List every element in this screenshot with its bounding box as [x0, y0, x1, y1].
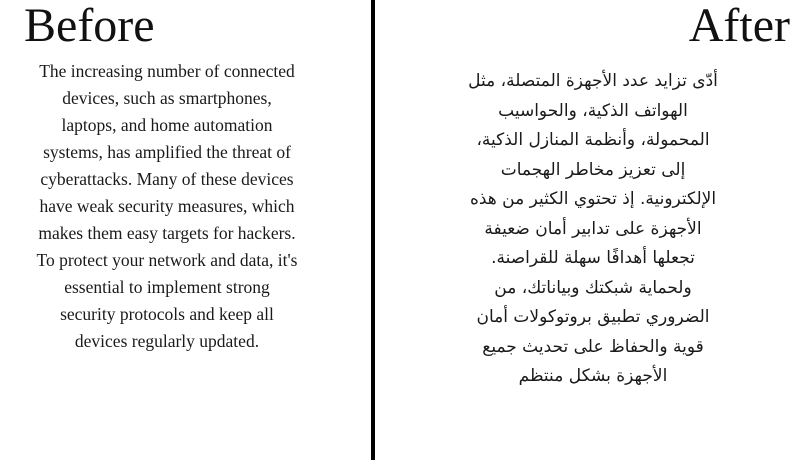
column-divider: [371, 0, 375, 460]
before-heading: Before: [24, 0, 155, 52]
arabic-paragraph: أدّى تزايد عدد الأجهزة المتصلة، مثل الهواتف الذكية، والحواسيب المحمولة، وأنظمة المنازل الذكية، إلى تعزيز مخاطر الهجمات الإلكترونية. إذ تحتوي الكثير من هذه الأجهزة على تدابير أمان ضعيفة تجعلها أهدافًا سهلة للقراصنة. ولحماية شبكتك وبياناتك، من الضروري تطبيق بروتوكولات أمان قوية والحفاظ على تحديث جميع الأجهزة بشكل منتظم: [468, 71, 718, 386]
after-heading: After: [688, 0, 790, 52]
english-paragraph: The increasing number of connected devices, such as smartphones, laptops, and home automation systems, has amplified the threat of cyberattacks. Many of these devices have weak security measures, which makes them easy targets for hackers. To protect your network and data, it's essential to implement strong security protocols and keep all devices regularly updated.: [36, 61, 298, 351]
